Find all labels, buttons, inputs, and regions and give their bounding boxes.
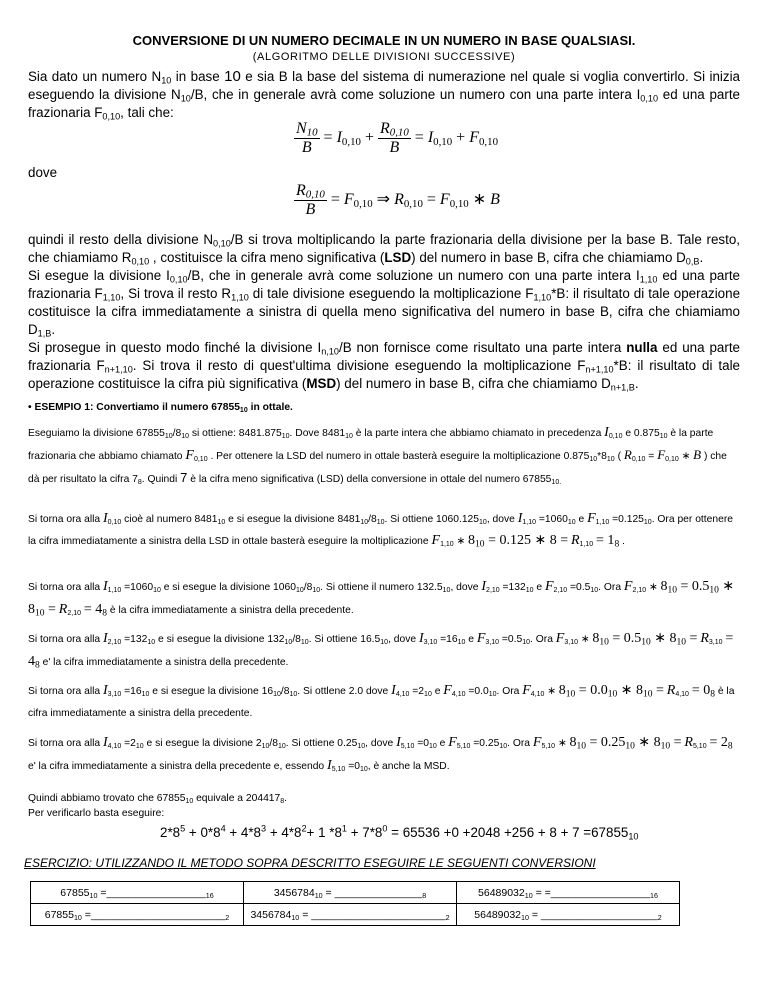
example-result: Quindi abbiamo trovato che $67855_{10}$ equivale a $204417_8$. bbox=[28, 793, 288, 805]
example-step-4: Si torna ora alla $I_{2,10} =132_{10}$ e si esegue la divisione $132_{10}/8_{10}$. Si ottiene $16.5_{10}$, dove $I_{3,10} =16_{10}$ e $F_{3,10} =0.5_{10}$. Ora $F_{3,10}$ ∗ $8_{10} = 0.5_{10}$ ∗ $8_{10} = R_{3,10} = 4_8$ e' la cifra immediatamente a sinistra della precedente. bbox=[28, 631, 734, 671]
example-step-6: Si torna ora alla $I_{4,10} =2_{10}$ e si esegue la divisione $2_{10}/8_{10}$. Si ottiene $0.25_{10}$, dove $I_{5,10} =0_{10}$ e $F_{5,10} =0.25_{10}$. Ora $F_{5,10}$ ∗ $8_{10} = 0.25_{10}$ ∗ $8_{10} = R_{5,10} = 2_8$ e' la cifra immediatamente a sinistra della precedente e, essendo $I_{5,10} =0_{10}$, è anche la MSD. bbox=[28, 735, 733, 773]
formula-remainder: $\frac{R_{0,10}}{B}$ = $F_{0,10}$ ⇒ $R_{0,10} = F_{0,10}$ ∗ B bbox=[296, 182, 500, 218]
intro-paragraph: Sia dato un numero $N_{10}$ in base 10 e sia B la base del sistema di numerazione nel quale si voglia convertirlo. Si inizia eseguendo la divisione $N_{10}/B$, che in generale avrà come soluzione un numero con una parte intera $I_{0,10}$ ed una parte frazionaria $F_{0,10}$, tali che: bbox=[28, 68, 741, 122]
verify-formula: $2*8^5 + 0*8^4 + 4*8^3 + 4*8^2+ 1$ $*8^1 + 7*8^0 = 65536 +0 +2048 +256 + 8 + 7 =67855_{10}$ bbox=[160, 823, 639, 842]
example-step-2: Si torna ora alla $I_{0,10}$ cioè al numero $8481_{10}$ e si esegue la divisione $8481_{10}/8_{10}$. Si ottiene $1060.125_{10}$, dove $I_{1,10} =1060_{10}$ e $F_{1,10} =0.125_{10}$. Ora per ottenere la cifra immediatamente a sinistra della LSD in ottale basterà eseguire la moltiplicazione $F_{1,10}$ ∗ $8_{10} = 0.125$ ∗ $8 = R_{1,10} = 1_8$ . bbox=[28, 511, 733, 550]
example-step-5: Si torna ora alla $I_{3,10} =16_{10}$ e si esegue la divisione $16_{10}/8_{10}$. Si ottlene 2.0 dove $I_{4,10} =2_{10}$ e $F_{4,10} =0.0_{10}$. Ora $F_{4,10}$ ∗ $8_{10} = 0.0_{10}$ ∗ $8_{10} = R_{4,10} = 0_8$ è la cifra immediatamente a sinistra della precedente. bbox=[28, 683, 735, 719]
exercise-cell: $3456784_{10}$ = $\_\_\_\_\_\_\_\_\_\_\_\_\_\_\_\_\_\_\_\_\_\_\__2$ bbox=[244, 904, 457, 926]
exercise-title: ESERCIZIO: UTILIZZANDO IL METODO SOPRA DESCRITTO ESEGUIRE LE SEGUENTI CONVERSIONI bbox=[24, 856, 596, 870]
table-row bbox=[31, 904, 680, 926]
exercise-cell: $67855_{10}$ $=\_\_\_\_\_\_\_\_\_\_\_\_\_\_\_\_\_\_\_\_\_\_\__2$ bbox=[31, 904, 244, 926]
example-heading: • ESEMPIO 1: Convertiamo il numero $67855_{10}$ in ottale. bbox=[28, 402, 293, 414]
document-subtitle: (ALGORITMO DELLE DIVISIONI SUCCESSIVE) bbox=[252, 51, 516, 63]
example-step-3: Si torna ora alla $I_{1,10} =1060_{10}$ e si esegue la divisione $1060_{10}/8_{10}$. Si ottiene il numero $132.5_{10}$, dove $I_{2,10} =132_{10}$ e $F_{2,10} =0.5_{10}$. Ora $F_{2,10}$ ∗ $8_{10} = 0.5_{10}$ ∗ $8_{10} = R_{2,10} = 4_8$ è la cifra immediatamente a sinistra della precedente. bbox=[28, 579, 735, 619]
exercise-cell: $67855_{10}$ $=\_\_\_\_\_\_\_\_\_\_\_\_\_\_\_\_\__{16}$ bbox=[31, 882, 244, 904]
exercise-cell: $56489032_{10}$ = $\_\_\_\_\_\_\_\_\_\_\_\_\_\_\_\_\_\_\_\__2$ bbox=[457, 904, 680, 926]
method-paragraph: quindi il resto della divisione $N_{0,10}/B$ si trova moltiplicando la parte frazionaria della divisione per la base B. Tale resto, che chiamiamo $R_{0,10}$ , costituisce la cifra meno significativa (LSD) del numero in base B, cifra che chiamiamo $D_{0,B}$. Si esegue la divisione $I_{0,10}/B$, che in generale avrà come soluzione un numero con una parte intera $I_{1,10}$ ed una parte frazionaria $F_{1,10}$, Si trova il resto $R_{1,10}$ di tale divisione eseguendo la moltiplicazione $F_{1,10}*B$: il risultato di tale operazione costituisce la cifra immediatamente a sinistra di quella meno significativa del numero in base B, cifra che chiamiamo $D_{1,B}$. Si prosegue in questo modo finché la divisione $I_{n,10}/B$ non fornisce come risultato una parte intera nulla ed una parte frazionaria $F_{n+1,10}$. Si trova il resto di quest'ultima divisione eseguendo la moltiplicazione $F_{n+1,10}*B$: il risultato di tale operazione costituisce la cifra più significativa (MSD) del numero in base B, cifra che chiamiamo $D_{n+1,B}$. bbox=[28, 232, 741, 393]
formula-division: $\frac{N_{10}}{B}$ = $I_{0,10}$ + $\frac{R_{0,10}}{B}$ = $I_{0,10} + F_{0,10}$ bbox=[296, 120, 499, 156]
document-title: CONVERSIONE DI UN NUMERO DECIMALE IN UN NUMERO IN BASE QUALSIASI. bbox=[132, 33, 636, 48]
dove-label: dove bbox=[28, 165, 58, 180]
exercise-cell: $56489032_{10}$ = $=\_\_\_\_\_\_\_\_\_\_\_\_\_\_\_\_\__{16}$ bbox=[457, 882, 680, 904]
example-step-1: Eseguiamo la divisione $67855_{10}/8_{10}$ si ottiene: $8481.875_{10}$. Dove $8481_{10}$ è la parte intera che abbiamo chiamato in precedenza $I_{0,10}$ e $0.875_{10}$ è la parte frazionaria che abbiamo chiamato $F_{0,10}$ . Per ottenere la LSD del numero in ottale basterà eseguire la moltiplicazione $0.875_{10}*8_{10}$ ( $R_{0,10} = F_{0,10}$ ∗ B ) che dà per risultato la cifra $7_8$. Quindi 7 è la cifra meno significativa (LSD) della conversione in ottale del numero $67855_{10.}$ bbox=[28, 425, 727, 486]
example-verify-label: Per verificarlo basta eseguire: bbox=[28, 808, 165, 819]
table-row bbox=[31, 882, 680, 904]
exercise-table bbox=[30, 881, 680, 926]
exercise-cell: $3456784_{10}$ = $\_\_\_\_\_\_\_\_\_\_\_\_\_\_\__8$ bbox=[244, 882, 457, 904]
